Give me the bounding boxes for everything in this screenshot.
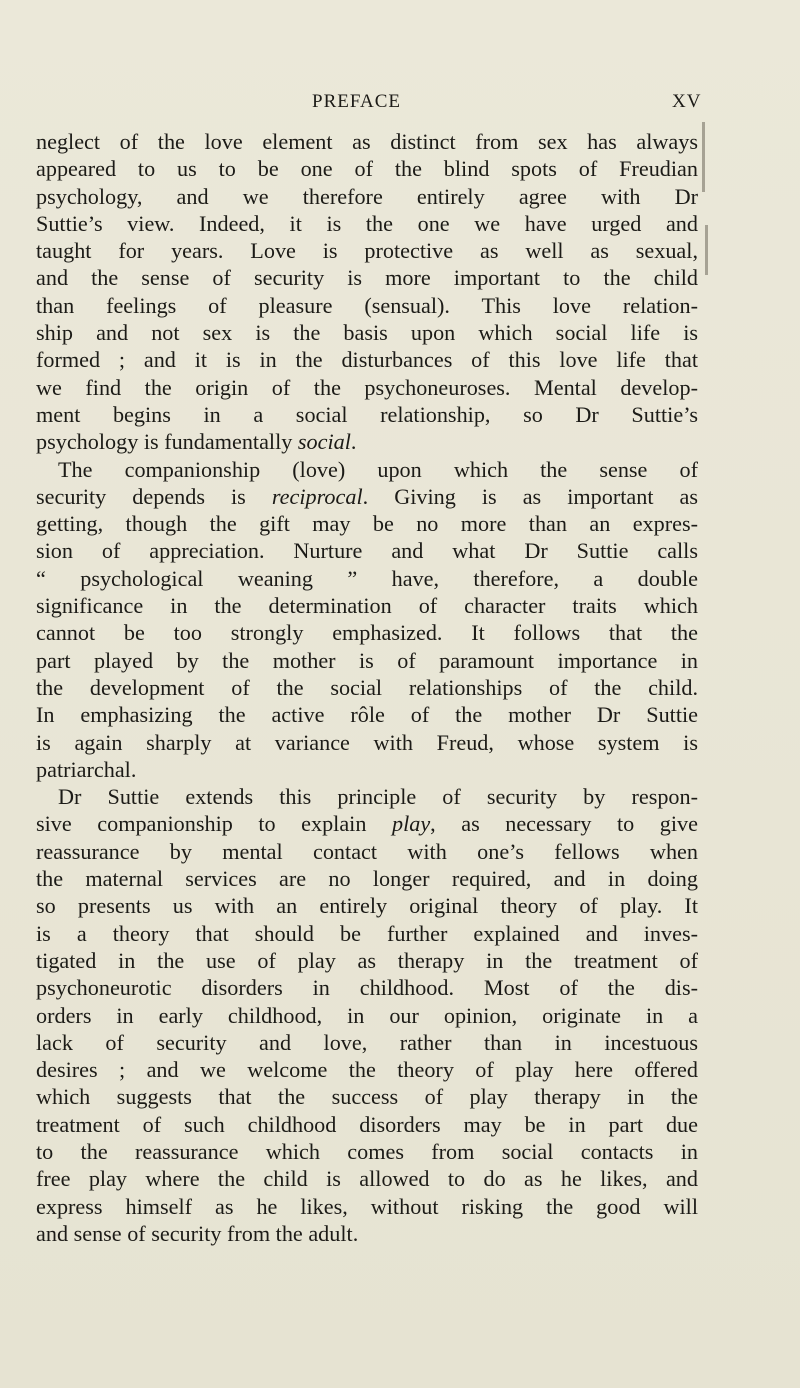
text-line: and sense of security from the adult.: [36, 1220, 359, 1246]
text-line: Suttie’s view. Indeed, it is the one we have urged and: [36, 210, 698, 236]
text-line: free play where the child is allowed to do as he likes, and: [36, 1166, 698, 1192]
text-line: “ psychological weaning ” have, therefore, a double: [36, 565, 698, 591]
text-line: we find the origin of the psychoneuroses. Mental develop-: [36, 374, 698, 400]
text-line: the maternal services are no longer required, and in doing: [36, 866, 698, 892]
running-head: PREFACE: [312, 91, 402, 112]
text-run: .: [350, 429, 357, 455]
text-line: orders in early childhood, in our opinion, originate in a: [36, 1002, 698, 1028]
text-line: and the sense of security is more important to the child: [36, 265, 698, 291]
text-line: ment begins in a social relationship, so Dr Suttie’s: [36, 401, 698, 427]
text-line: formed ; and it is in the disturbances of this love life that: [36, 347, 698, 373]
text-line: so presents us with an entirely original theory of play. It: [36, 893, 698, 919]
text-run: sive companionship to explain: [36, 811, 392, 837]
text-line: significance in the determination of character traits which: [36, 593, 698, 619]
text-line: getting, though the gift may be no more than an expres-: [36, 511, 698, 537]
text-line: lack of security and love, rather than in incestuous: [36, 1029, 698, 1055]
text-line: reassurance by mental contact with one’s fellows when: [36, 838, 698, 864]
text-line: psychology, and we therefore entirely agree with Dr: [36, 183, 698, 209]
text-line: Dr Suttie extends this principle of security by respon-: [58, 784, 698, 810]
text-run: . Giving is as important as: [362, 483, 698, 509]
page-header: [0, 91, 800, 117]
text-line: part played by the mother is of paramount importance in: [36, 647, 698, 673]
text-line: treatment of such childhood disorders may be in part due: [36, 1111, 698, 1137]
text-line: ship and not sex is the basis upon which social life is: [36, 320, 698, 346]
text-run: security depends is: [36, 483, 272, 509]
text-line: the development of the social relationships of the child.: [36, 674, 698, 700]
text-line: neglect of the love element as distinct from sex has always: [36, 129, 698, 154]
binding-edge-mark: [705, 225, 708, 275]
binding-edge-mark: [702, 122, 705, 192]
text-line: is again sharply at variance with Freud, whose system is: [36, 729, 698, 755]
text-line: tigated in the use of play as therapy in the treatment of: [36, 947, 698, 973]
text-line: The companionship (love) upon which the sense of: [58, 456, 698, 482]
text-line: which suggests that the success of play therapy in the: [36, 1084, 698, 1110]
text-run: , as necessary to give: [430, 811, 698, 837]
text-line: to the reassurance which comes from social contacts in: [36, 1138, 698, 1164]
text-line: [36, 428, 698, 455]
text-line: patriarchal.: [36, 756, 137, 782]
italic-text: play: [391, 811, 431, 837]
text-line: taught for years. Love is protective as well as sexual,: [36, 238, 698, 264]
text-line: psychoneurotic disorders in childhood. Most of the dis-: [36, 975, 698, 1001]
text-line: In emphasizing the active rôle of the mother Dr Suttie: [36, 702, 698, 728]
text-line: is a theory that should be further explained and inves-: [36, 920, 698, 946]
text-line: express himself as he likes, without risking the good will: [36, 1193, 698, 1219]
text-line: than feelings of pleasure (sensual). This love relation-: [36, 292, 698, 318]
text-line: [36, 483, 698, 510]
text-line: cannot be too strongly emphasized. It follows that the: [36, 620, 698, 646]
page-number: XV: [672, 91, 702, 112]
italic-text: social: [297, 429, 351, 455]
italic-text: reciprocal: [271, 483, 363, 509]
text-line: sion of appreciation. Nurture and what Dr Suttie calls: [36, 538, 698, 564]
text-run: psychology is fundamentally: [36, 429, 298, 455]
text-line: [36, 810, 698, 837]
text-line: desires ; and we welcome the theory of play here offered: [36, 1057, 698, 1083]
body-text: [36, 128, 698, 1247]
text-line: appeared to us to be one of the blind spots of Freudian: [36, 156, 698, 182]
